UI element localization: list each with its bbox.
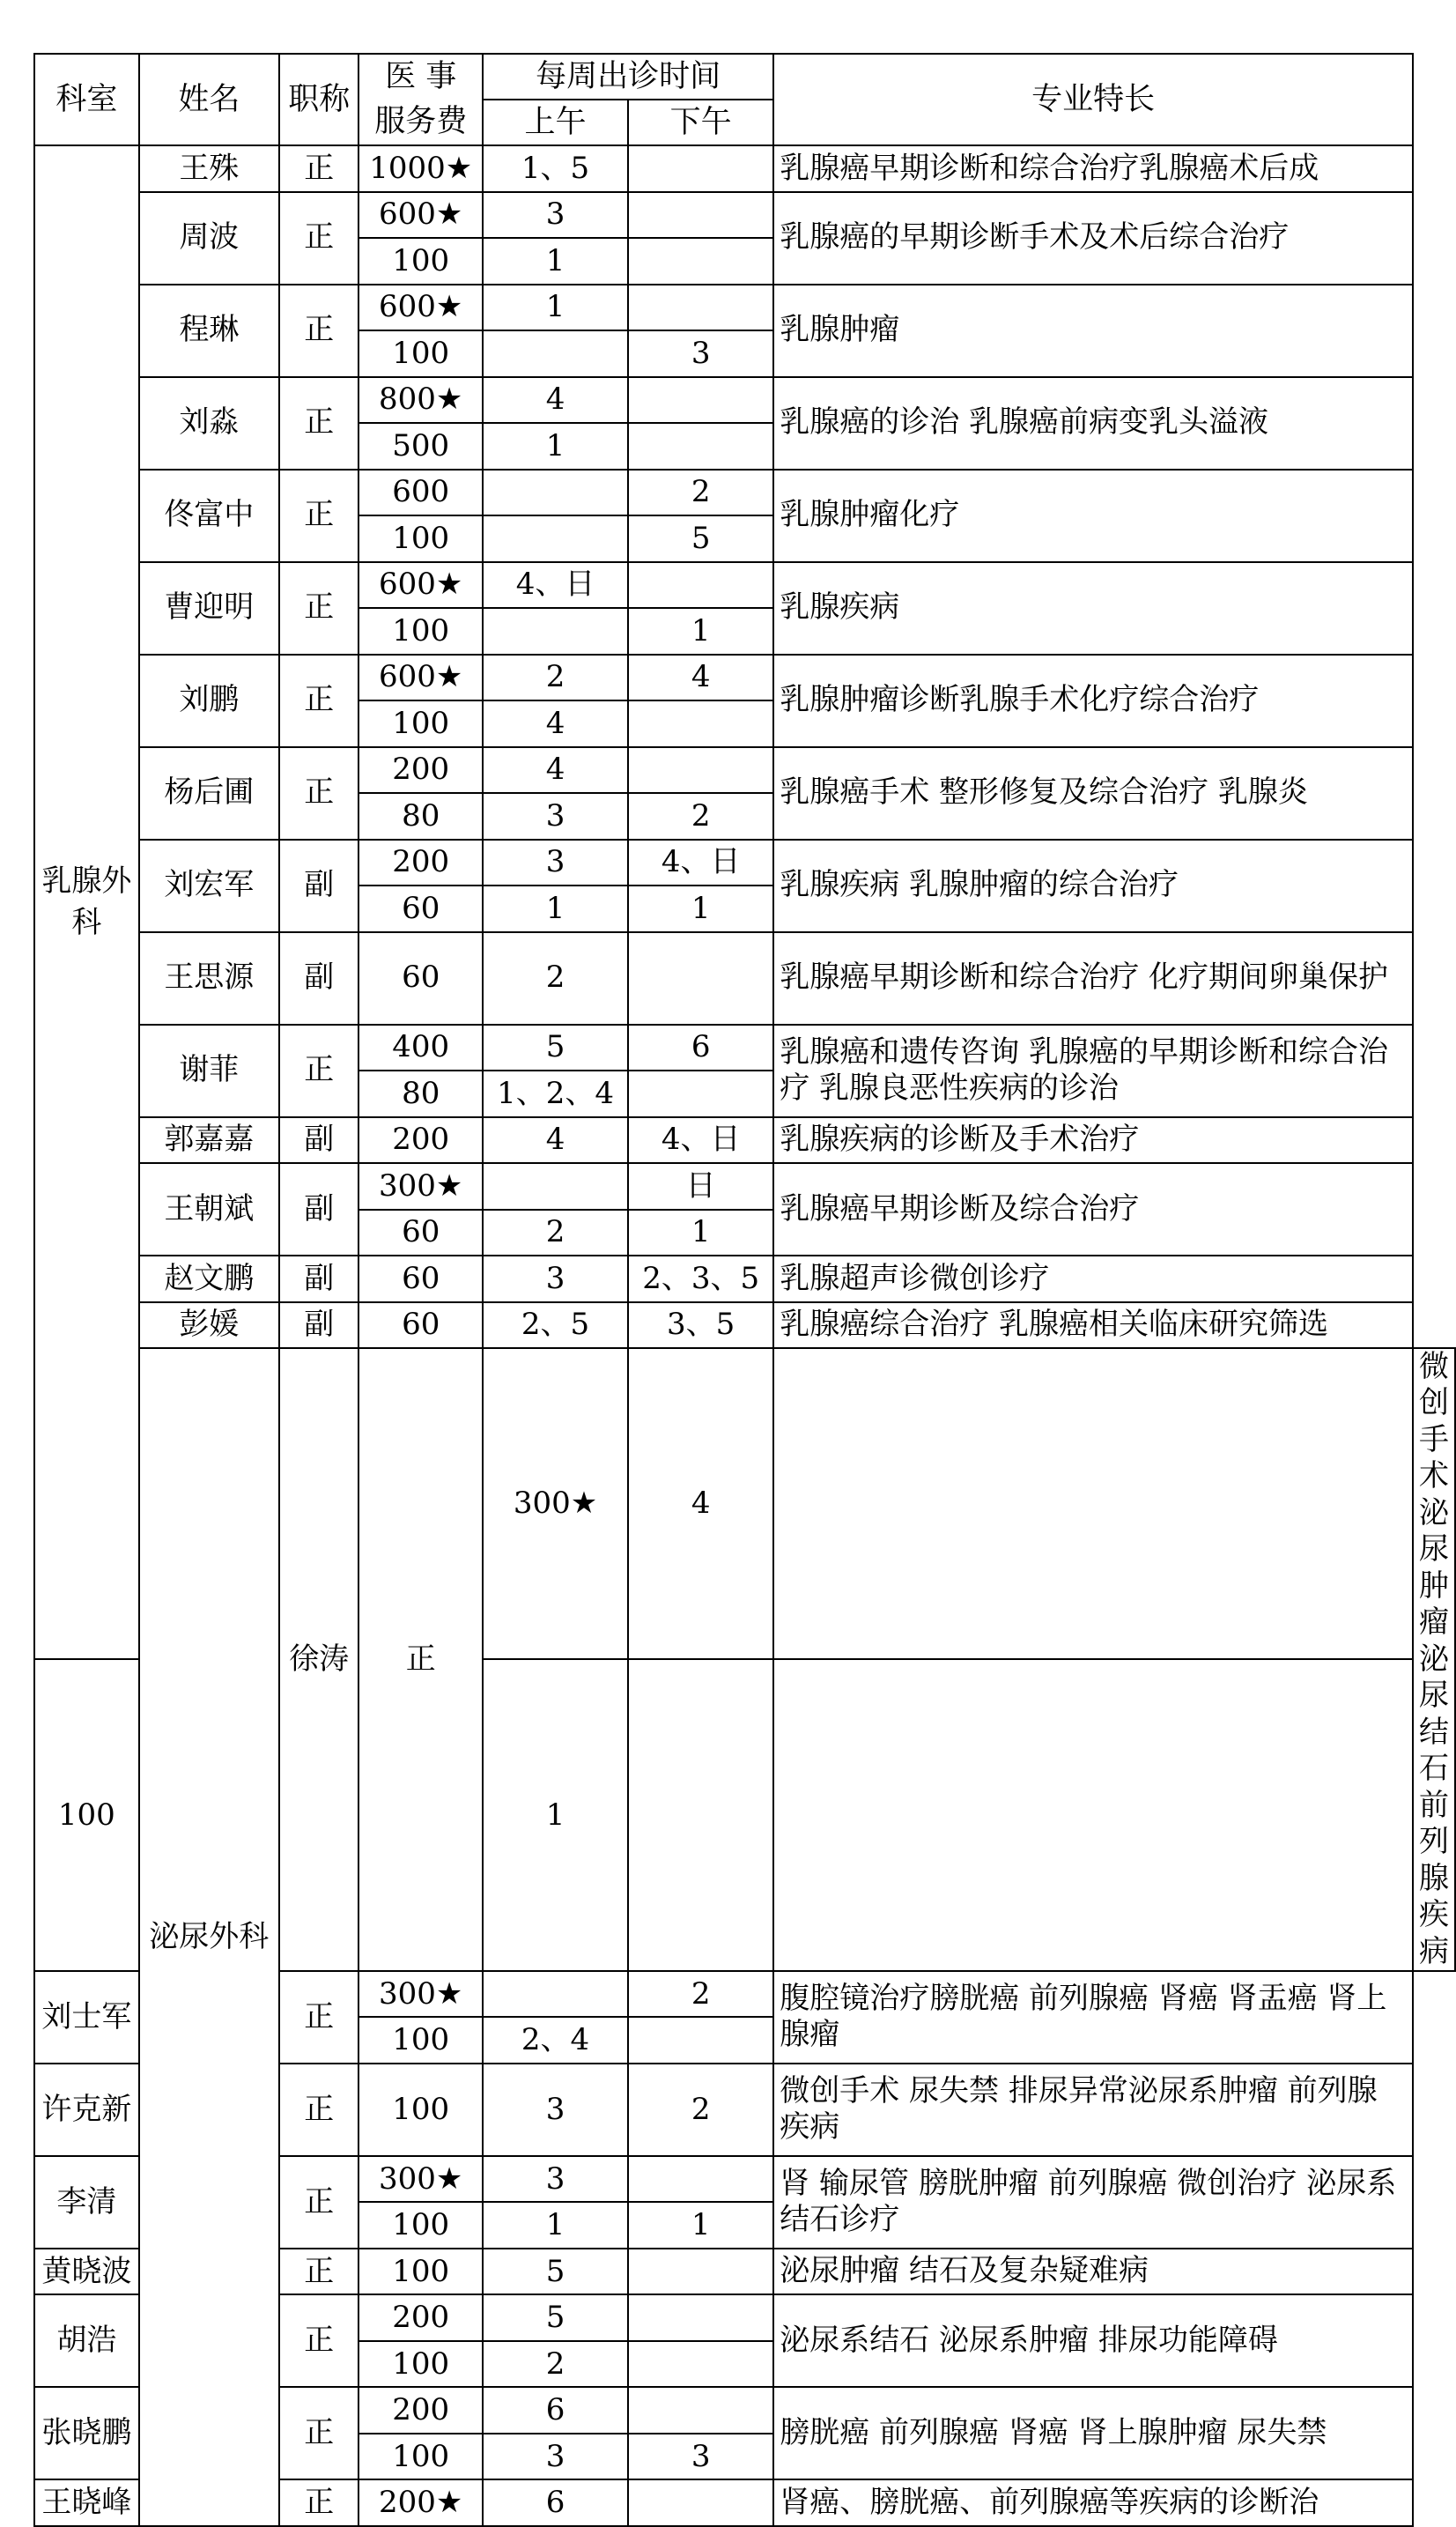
doctor-title: 副 (279, 1256, 359, 1302)
doctor-title: 正 (279, 192, 359, 285)
am-cell: 5 (483, 2294, 628, 2341)
table-row (34, 145, 1455, 192)
specialty-cell: 膀胱癌 前列腺癌 肾癌 肾上腺肿瘤 尿失禁 (773, 2387, 1413, 2479)
pm-cell (628, 2479, 773, 2526)
fee-cell: 200 (358, 2294, 482, 2341)
am-cell: 3 (483, 2064, 628, 2156)
am-cell: 4 (483, 1117, 628, 1164)
fee-cell: 500 (358, 423, 482, 470)
doctor-name: 徐涛 (279, 1348, 359, 1971)
pm-cell (628, 1071, 773, 1117)
fee-cell: 100 (34, 1659, 139, 1970)
fee-cell: 600 (358, 470, 482, 516)
am-cell: 1 (483, 238, 628, 285)
pm-cell (628, 747, 773, 794)
fee-cell: 100 (358, 2202, 482, 2249)
doctor-name: 刘士军 (34, 1971, 139, 2064)
specialty-cell: 微创手术 泌尿肿瘤 泌尿结石 前列腺疾病 (1413, 1348, 1455, 1971)
specialty-cell: 乳腺超声诊微创诊疗 (773, 1256, 1413, 1302)
doctor-name: 刘淼 (139, 377, 279, 470)
specialty-cell: 乳腺肿瘤 (773, 285, 1413, 377)
am-cell: 1、2、4 (483, 1071, 628, 1117)
pm-cell: 1 (628, 1210, 773, 1256)
table-row (34, 285, 1455, 331)
am-cell: 2 (483, 2341, 628, 2388)
doctor-title: 副 (279, 1302, 359, 1349)
doctor-title: 正 (279, 145, 359, 192)
fee-cell: 100 (358, 2064, 482, 2156)
fee-cell: 200 (358, 747, 482, 794)
pm-cell: 日 (628, 1163, 773, 1210)
pm-cell: 2 (628, 470, 773, 516)
am-cell: 3 (483, 2434, 628, 2480)
fee-cell: 300★ (358, 1163, 482, 1210)
doctor-name: 刘宏军 (139, 840, 279, 932)
specialty-cell: 乳腺癌手术 整形修复及综合治疗 乳腺炎 (773, 747, 1413, 840)
fee-cell: 80 (358, 793, 482, 840)
table-row (34, 1163, 1455, 1210)
fee-cell: 800★ (358, 377, 482, 424)
header-fee-bottom: 服务费 (358, 100, 482, 145)
pm-cell: 2 (628, 1971, 773, 2018)
doctor-name: 王朝斌 (139, 1163, 279, 1256)
am-cell: 3 (483, 1256, 628, 1302)
table-row (34, 932, 1455, 1025)
department-cell: 乳腺外科 (34, 145, 139, 1659)
doctor-name: 王殊 (139, 145, 279, 192)
doctor-name: 杨后圃 (139, 747, 279, 840)
header-specialty: 专业特长 (773, 54, 1413, 145)
pm-cell: 1 (628, 886, 773, 932)
fee-cell: 300★ (358, 1971, 482, 2018)
doctor-title: 正 (279, 2294, 359, 2387)
pm-cell: 2、3、5 (628, 1256, 773, 1302)
fee-cell: 60 (358, 1256, 482, 1302)
pm-cell (628, 285, 773, 331)
fee-cell: 60 (358, 886, 482, 932)
fee-cell: 200 (358, 840, 482, 886)
fee-cell: 60 (358, 932, 482, 1025)
fee-cell: 100 (358, 330, 482, 377)
header-weekly: 每周出诊时间 (483, 54, 773, 100)
pm-cell (628, 700, 773, 747)
fee-cell: 600★ (358, 192, 482, 239)
pm-cell (628, 2341, 773, 2388)
specialty-cell: 乳腺癌综合治疗 乳腺癌相关临床研究筛选 (773, 1302, 1413, 1349)
specialty-cell: 肾 输尿管 膀胱肿瘤 前列腺癌 微创治疗 泌尿系结石诊疗 (773, 2156, 1413, 2249)
fee-cell: 100 (358, 2017, 482, 2064)
doctor-name: 许克新 (34, 2064, 139, 2156)
pm-cell (628, 192, 773, 239)
doctor-name: 彭媛 (139, 1302, 279, 1349)
am-cell: 3 (483, 2156, 628, 2203)
am-cell: 1 (483, 285, 628, 331)
table-row (34, 1025, 1455, 1071)
fee-cell: 1000★ (358, 145, 482, 192)
doctor-name: 郭嘉嘉 (139, 1117, 279, 1164)
am-cell: 1 (483, 886, 628, 932)
table-row (34, 192, 1455, 239)
pm-cell (628, 2017, 773, 2064)
table-row (34, 562, 1455, 609)
pm-cell: 3、5 (628, 1302, 773, 1349)
doctor-title: 正 (279, 562, 359, 655)
doctor-title: 正 (279, 377, 359, 470)
pm-cell (628, 2294, 773, 2341)
table-row (34, 840, 1455, 886)
header-fee-top: 医 事 (358, 54, 482, 100)
doctor-name: 程琳 (139, 285, 279, 377)
doctor-name: 胡浩 (34, 2294, 139, 2387)
specialty-cell: 微创手术 尿失禁 排尿异常泌尿系肿瘤 前列腺疾病 (773, 2064, 1413, 2156)
am-cell: 2、5 (483, 1302, 628, 1349)
fee-cell: 600★ (358, 655, 482, 701)
schedule-table (33, 53, 1456, 2527)
am-cell (483, 608, 628, 655)
pm-cell: 4、日 (628, 840, 773, 886)
doctor-title: 副 (279, 840, 359, 932)
doctor-name: 王思源 (139, 932, 279, 1025)
pm-cell: 3 (628, 2434, 773, 2480)
specialty-cell: 乳腺癌和遗传咨询 乳腺癌的早期诊断和综合治疗 乳腺良恶性疾病的诊治 (773, 1025, 1413, 1117)
fee-cell: 200 (358, 2387, 482, 2434)
fee-cell: 100 (358, 700, 482, 747)
doctor-title: 正 (358, 1348, 482, 1971)
fee-cell: 200★ (358, 2479, 482, 2526)
fee-cell: 100 (358, 2341, 482, 2388)
fee-cell: 100 (358, 608, 482, 655)
fee-cell: 600★ (358, 562, 482, 609)
doctor-title: 正 (279, 1025, 359, 1117)
doctor-title: 正 (279, 285, 359, 377)
specialty-cell: 泌尿肿瘤 结石及复杂疑难病 (773, 2249, 1413, 2295)
pm-cell: 6 (628, 1025, 773, 1071)
doctor-title: 正 (279, 2479, 359, 2526)
pm-cell (628, 2249, 773, 2295)
specialty-cell: 乳腺癌早期诊断及综合治疗 (773, 1163, 1413, 1256)
header-am: 上午 (483, 100, 628, 145)
am-cell: 4、日 (483, 562, 628, 609)
doctor-name: 周波 (139, 192, 279, 285)
am-cell: 3 (483, 840, 628, 886)
pm-cell (628, 423, 773, 470)
am-cell: 6 (483, 2479, 628, 2526)
pm-cell: 2 (628, 793, 773, 840)
table-row (34, 1302, 1455, 1349)
pm-cell (773, 1348, 1413, 1659)
pm-cell (628, 238, 773, 285)
pm-cell: 2 (628, 2064, 773, 2156)
doctor-title: 正 (279, 2064, 359, 2156)
am-cell: 4 (628, 1348, 773, 1659)
am-cell: 4 (483, 747, 628, 794)
pm-cell: 1 (628, 2202, 773, 2249)
specialty-cell: 乳腺肿瘤化疗 (773, 470, 1413, 562)
table-row (34, 1348, 1455, 1659)
doctor-title: 副 (279, 1163, 359, 1256)
doctor-name: 刘鹏 (139, 655, 279, 747)
specialty-cell: 乳腺癌的诊治 乳腺癌前病变乳头溢液 (773, 377, 1413, 470)
specialty-cell: 腹腔镜治疗膀胱癌 前列腺癌 肾癌 肾盂癌 肾上腺瘤 (773, 1971, 1413, 2064)
table-row (34, 655, 1455, 701)
table-row (34, 1256, 1455, 1302)
fee-cell: 60 (358, 1210, 482, 1256)
am-cell: 1、5 (483, 145, 628, 192)
fee-cell: 300★ (358, 2156, 482, 2203)
specialty-cell: 乳腺癌早期诊断和综合治疗 化疗期间卵巢保护 (773, 932, 1413, 1025)
specialty-cell: 乳腺癌的早期诊断手术及术后综合治疗 (773, 192, 1413, 285)
am-cell: 2、4 (483, 2017, 628, 2064)
specialty-cell: 肾癌、膀胱癌、前列腺癌等疾病的诊断治 (773, 2479, 1413, 2526)
fee-cell: 300★ (483, 1348, 628, 1659)
fee-cell: 200 (358, 1117, 482, 1164)
specialty-cell: 乳腺疾病 (773, 562, 1413, 655)
am-cell (483, 515, 628, 562)
fee-cell: 100 (358, 515, 482, 562)
header-name: 姓名 (139, 54, 279, 145)
specialty-cell: 乳腺疾病的诊断及手术治疗 (773, 1117, 1413, 1164)
pm-cell (628, 2387, 773, 2434)
fee-cell: 60 (358, 1302, 482, 1349)
am-cell: 1 (483, 2202, 628, 2249)
department-cell: 泌尿外科 (139, 1348, 279, 2526)
am-cell: 3 (483, 793, 628, 840)
doctor-name: 王晓峰 (34, 2479, 139, 2526)
specialty-cell: 乳腺疾病 乳腺肿瘤的综合治疗 (773, 840, 1413, 932)
pm-cell: 1 (628, 608, 773, 655)
am-cell: 2 (483, 932, 628, 1025)
doctor-title: 正 (279, 470, 359, 562)
fee-cell: 400 (358, 1025, 482, 1071)
pm-cell (628, 932, 773, 1025)
doctor-name: 黄晓波 (34, 2249, 139, 2295)
header-pm: 下午 (628, 100, 773, 145)
specialty-cell: 乳腺肿瘤诊断乳腺手术化疗综合治疗 (773, 655, 1413, 747)
fee-cell: 80 (358, 1071, 482, 1117)
doctor-title: 正 (279, 2387, 359, 2479)
doctor-title: 正 (279, 655, 359, 747)
pm-cell (628, 377, 773, 424)
am-cell: 1 (483, 1659, 628, 1970)
pm-cell: 5 (628, 515, 773, 562)
pm-cell (628, 2156, 773, 2203)
header-dept: 科室 (34, 54, 139, 145)
header-title: 职称 (279, 54, 359, 145)
am-cell (483, 330, 628, 377)
table-row (34, 470, 1455, 516)
fee-cell: 100 (358, 2434, 482, 2480)
doctor-name: 李清 (34, 2156, 139, 2249)
doctor-name: 曹迎明 (139, 562, 279, 655)
am-cell: 6 (483, 2387, 628, 2434)
doctor-title: 正 (279, 2249, 359, 2295)
fee-cell: 600★ (358, 285, 482, 331)
doctor-title: 副 (279, 932, 359, 1025)
doctor-name: 佟富中 (139, 470, 279, 562)
am-cell: 2 (483, 655, 628, 701)
am-cell: 5 (483, 2249, 628, 2295)
doctor-title: 正 (279, 747, 359, 840)
fee-cell: 100 (358, 2249, 482, 2295)
am-cell: 1 (483, 423, 628, 470)
doctor-name: 谢菲 (139, 1025, 279, 1117)
doctor-title: 正 (279, 2156, 359, 2249)
doctor-name: 赵文鹏 (139, 1256, 279, 1302)
am-cell (483, 1971, 628, 2018)
pm-cell (628, 562, 773, 609)
table-row (34, 1117, 1455, 1164)
pm-cell: 4 (628, 655, 773, 701)
am-cell (483, 470, 628, 516)
am-cell: 5 (483, 1025, 628, 1071)
pm-cell: 4、日 (628, 1117, 773, 1164)
fee-cell: 100 (358, 238, 482, 285)
pm-cell (628, 1659, 773, 1970)
doctor-title: 副 (279, 1117, 359, 1164)
am-cell (483, 1163, 628, 1210)
specialty-cell: 乳腺癌早期诊断和综合治疗乳腺癌术后成 (773, 145, 1413, 192)
table-row (34, 377, 1455, 424)
doctor-title: 正 (279, 1971, 359, 2064)
am-cell: 3 (483, 192, 628, 239)
specialty-cell: 泌尿系结石 泌尿系肿瘤 排尿功能障碍 (773, 2294, 1413, 2387)
am-cell: 4 (483, 700, 628, 747)
pm-cell (628, 145, 773, 192)
pm-cell: 3 (628, 330, 773, 377)
doctor-name: 张晓鹏 (34, 2387, 139, 2479)
am-cell: 4 (483, 377, 628, 424)
am-cell: 2 (483, 1210, 628, 1256)
table-row (34, 747, 1455, 794)
